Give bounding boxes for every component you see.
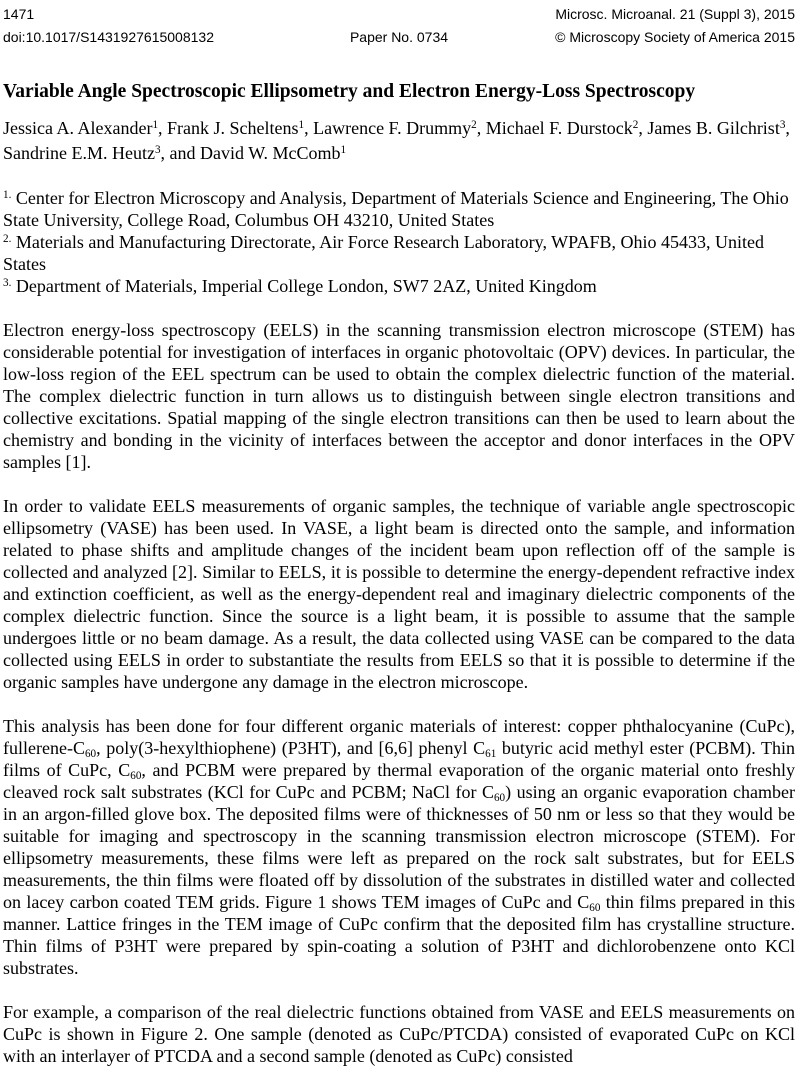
header-left (3, 3, 267, 49)
affiliation-3: $^{3.}$ Department of Materials, Imperial College London, SW7 2AZ, United Kingdom (3, 276, 597, 296)
paper-title: Variable Angle Spectroscopic Ellipsometry and Electron Energy-Loss Spectroscopy (3, 81, 696, 102)
paper-number: Paper No. 0734 (349, 29, 449, 45)
affiliation-2: $^{2.}$ Materials and Manufacturing Directorate, Air Force Research Laboratory, WPAFB, Ohio 45433, United States (3, 232, 765, 274)
paragraph-cupc-comparison: For example, a comparison of the real dielectric functions obtained from VASE and EELS measurements on CuPc is shown in Figure 2. One sample (denoted as CuPc/PTCDA) consisted of evaporated CuPc on KCl with an interlayer of PTCDA and a second sample (denoted as CuPc) consisted (3, 1002, 795, 1066)
paragraph-vase-validation: In order to validate EELS measurements of organic samples, the technique of variable angle spectroscopic ellipsometry (VASE) has been used. In VASE, a light beam is directed onto the sample, and information related to phase shifts and amplitude changes of the incident beam upon reflection off of the sample is collected and analyzed [2]. Similar to EELS, it is possible to determine the energy-dependent refractive index and extinction coefficient, as well as the energy-dependent real and imaginary dielectric components of the complex dielectric function. Since the source is a light beam, it is possible to assume that the sample undergoes little or no beam damage. As a result, the data collected using VASE can be compared to the data collected using EELS in order to substantiate the results from EELS so that it is possible to determine if the organic samples have undergone any damage in the electron microscope. (3, 496, 795, 692)
page-number: 1471 (3, 6, 35, 22)
page-header (3, 3, 795, 49)
journal-reference: Microsc. Microanal. 21 (Suppl 3), 2015 (555, 6, 795, 22)
header-center-spacer (267, 3, 531, 26)
doi: doi:10.1017/S1431927615008132 (3, 29, 214, 45)
header-center (267, 3, 531, 49)
copyright-notice: © Microscopy Society of America 2015 (555, 29, 795, 45)
header-right (531, 3, 795, 49)
affiliations-block (3, 187, 795, 297)
authors-line: Jessica A. Alexander$^1$, Frank J. Scheltens$^1$, Lawrence F. Drummy$^2$, Michael F. Durstock$^2$, James B. Gilchrist$^3$, Sandrine E.M. Heutz$^3$, and David W. McComb$^1$ (3, 118, 790, 163)
affiliation-1: $^{1.}$ Center for Electron Microscopy and Analysis, Department of Materials Science and Engineering, The Ohio State University, College Road, Columbus OH 43210, United States (3, 188, 789, 230)
paragraph-materials-preparation: This analysis has been done for four different organic materials of interest: copper phthalocyanine (CuPc), fullerene-$C_{60}$, poly(3-hexylthiophene) (P3HT), and [6,6] phenyl $C_{61}$ butyric acid methyl ester (PCBM). Thin films of CuPc, $C_{60}$, and PCBM were prepared by thermal evaporation of the organic material onto freshly cleaved rock salt substrates (KCl for CuPc and PCBM; NaCl for $C_{60}$) using an organic evaporation chamber in an argon-filled glove box. The deposited films were of thicknesses of 50 nm or less so that they would be suitable for imaging and spectroscopy in the scanning transmission electron microscope (STEM). For ellipsometry measurements, these films were left as prepared on the rock salt substrates, but for EELS measurements, the thin films were floated off by dissolution of the substrates in distilled water and collected on lacey carbon coated TEM grids. Figure 1 shows TEM images of CuPc and $C_{60}$ thin films prepared in this manner. Lattice fringes in the TEM image of CuPc confirm that the deposited film has crystalline structure. Thin films of P3HT were prepared by spin-coating a solution of P3HT and dichlorobenzene onto KCl substrates. (3, 716, 796, 978)
paragraph-eels-intro: Electron energy-loss spectroscopy (EELS) in the scanning transmission electron microscope (STEM) has considerable potential for investigation of interfaces in organic photovoltaic (OPV) devices. In particular, the low-loss region of the EEL spectrum can be used to obtain the complex dielectric function of the material. The complex dielectric function in turn allows us to distinguish between single electron transitions and collective excitations. Spatial mapping of the single electron transitions can then be used to learn about the chemistry and bonding in the vicinity of interfaces between the acceptor and donor interfaces in the OPV samples [1]. (3, 320, 795, 472)
